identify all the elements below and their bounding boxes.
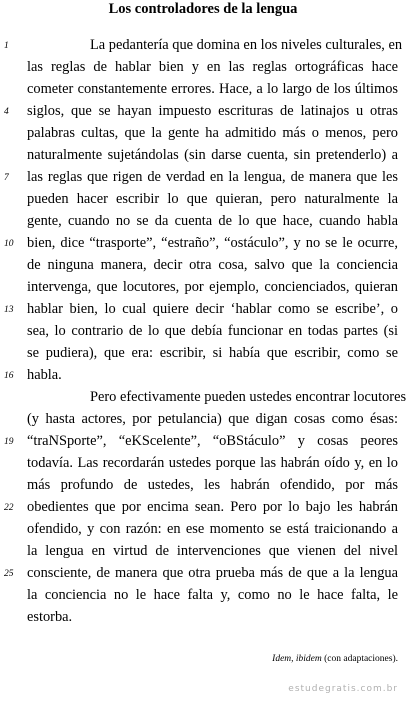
article-body	[0, 34, 406, 644]
text-line: hablar bien, lo cual quiere decir ‘hablar como se escribe’, o	[27, 301, 398, 317]
text-line: “traNSporte”, “eKScelente”, “oBStáculo” y cosas peores	[27, 433, 398, 449]
text-line: siglos, que se hayan impuesto escrituras de latinajos u otras	[27, 103, 398, 119]
text-line: palabras cultas, que la gente ha admitido más o menos, pero	[27, 125, 398, 141]
text-line: más profundo de ustedes, les habrán ofendido, por más	[27, 477, 398, 493]
line-number: 19	[4, 437, 14, 447]
text-line: habla.	[27, 367, 62, 383]
line-number: 1	[4, 41, 9, 51]
text-line: La pedantería que domina en los niveles culturales, en	[90, 37, 403, 53]
text-line: (y hasta actores, por petulancia) que digan cosas como ésas:	[27, 411, 398, 427]
text-line: bien, dice “trasporte”, “estraño”, “ostáculo”, y no se le ocurre,	[27, 235, 398, 251]
line-number: 13	[4, 305, 14, 315]
source-work: ibidem	[295, 654, 322, 664]
line-number: 7	[4, 173, 9, 183]
line-number: 10	[4, 239, 14, 249]
source-author: Idem,	[272, 654, 294, 664]
text-line: cometer constantemente errores. Hace, a lo largo de los últimos	[27, 81, 398, 97]
source-note: (con adaptaciones).	[324, 654, 398, 664]
text-line: intervenga, que locutores, por ejemplo, concienciados, quieran	[27, 279, 398, 295]
text-line: pueden hacer escribir lo que quieran, pero naturalmente la	[27, 191, 398, 207]
text-line: estorba.	[27, 609, 73, 625]
text-line: la conciencia no le hace falta y, como no le hace falta, le	[27, 587, 398, 603]
text-line: sea, lo contrario de lo que debía funcionar en todas partes (si	[27, 323, 398, 339]
line-number: 22	[4, 503, 14, 513]
page-title: Los controladores de la lengua	[108, 1, 298, 17]
line-number: 25	[4, 569, 14, 579]
text-line: de ninguna manera, decir otra cosa, salvo que la conciencia	[27, 257, 398, 273]
text-line: las reglas de hablar bien y en las reglas ortográficas hace	[27, 59, 398, 75]
line-number: 4	[4, 107, 9, 117]
text-line: las reglas que rigen de verdad en la lengua, de manera que les	[27, 169, 398, 185]
text-line: consciente, de manera que otra prueba más de que a la lengua	[27, 565, 398, 581]
text-line: ofendido, y con razón: en ese momento se está traicionando a	[27, 521, 398, 537]
text-line: todavía. Las recordarán ustedes porque las habrán oído y, en lo	[27, 455, 398, 471]
line-number: 16	[4, 371, 14, 381]
text-line: la lengua en virtud de intervenciones que vienen del nivel	[27, 543, 398, 559]
source-citation	[272, 653, 398, 665]
text-line: se pudiera), que era: escribir, si había que escribir, como se	[27, 345, 398, 361]
site-watermark: estudegratis.com.br	[288, 684, 398, 694]
text-line: gente, cuando no se da cuenta de lo que hace, cuando habla	[27, 213, 398, 229]
text-line: obedientes que por encima sean. Pero por lo bajo les habrán	[27, 499, 398, 515]
text-line: naturalmente sujetándolas (sin darse cuenta, sin pretenderlo) a	[27, 147, 398, 163]
text-line: Pero efectivamente pueden ustedes encontrar locutores	[90, 389, 406, 405]
